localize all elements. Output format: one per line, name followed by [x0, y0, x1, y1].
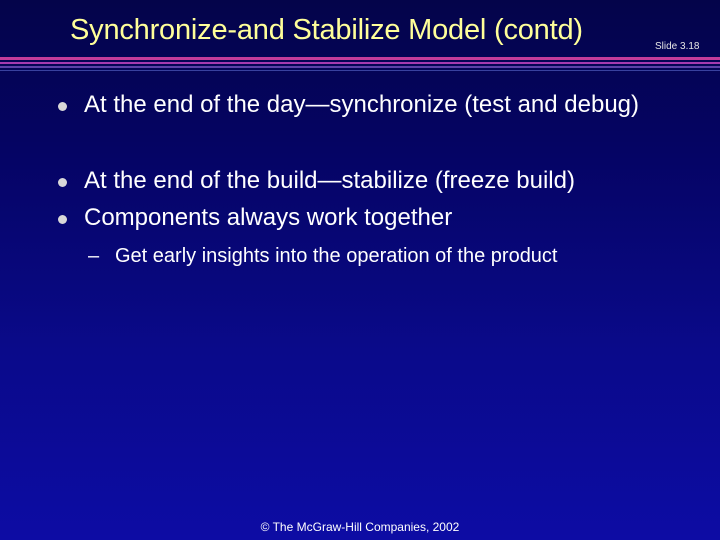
bullet-item: At the end of the day—synchronize (test and debug) — [84, 91, 640, 118]
bullet-dot — [58, 102, 67, 111]
title-divider-line-2 — [0, 62, 720, 64]
bullet-dot — [58, 215, 67, 224]
title-divider — [0, 57, 720, 60]
bullet-item: At the end of the build—stabilize (freeze build) — [84, 167, 575, 194]
slide-title: Synchronize-and Stabilize Model (contd) — [70, 14, 583, 46]
sub-bullet-dash: – — [88, 245, 100, 267]
slide-number: Slide 3.18 — [655, 41, 700, 52]
bullet-dot — [58, 178, 67, 187]
title-divider-line-4 — [0, 70, 720, 71]
sub-bullet-item: Get early insights into the operation of the product — [115, 245, 558, 267]
bullet-item: Components always work together — [84, 204, 453, 231]
copyright-footer: © The McGraw-Hill Companies, 2002 — [260, 520, 460, 534]
title-divider-line-3 — [0, 66, 720, 68]
